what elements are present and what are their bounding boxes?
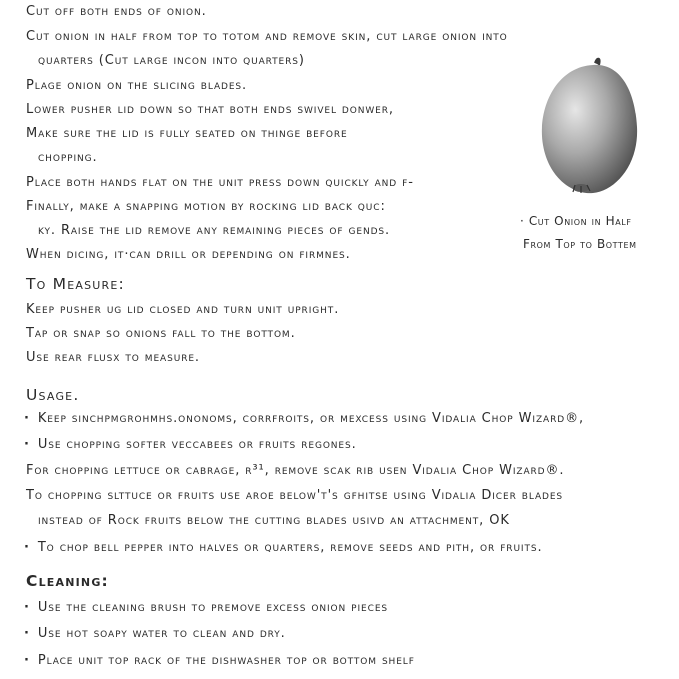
instruction-line: Lower pusher lid down so that both ends swivel donwer,	[26, 102, 394, 117]
measure-heading: To Measure:	[26, 275, 125, 293]
onion-icon	[535, 55, 645, 200]
instruction-line: ky. Raise the lid remove any remaining pieces of gends.	[38, 223, 391, 238]
instruction-line: When dicing, it·can drill or depending on firmnes.	[26, 247, 351, 262]
instruction-line: Place both hands flat on the unit press down quickly and f-	[26, 175, 414, 190]
onion-figure	[520, 55, 660, 255]
figure-caption: · Cut Onion in Half	[520, 214, 632, 228]
measure-line: Keep pusher ug lid closed and turn unit upright.	[26, 302, 340, 317]
cleaning-line: · Use the cleaning brush to premove excess onion pieces	[24, 600, 388, 616]
cleaning-heading: Cleaning:	[26, 572, 109, 590]
figure-caption: From Top to Bottem	[523, 237, 637, 251]
instruction-line: Cut onion in half from top to totom and remove skin, cut large onion into	[26, 29, 508, 44]
usage-line: instead of Rock fruits below the cutting blades usivd an attachment, OK	[38, 513, 510, 528]
instruction-line: chopping.	[38, 150, 98, 165]
usage-line: · To chop bell pepper into halves or quarters, remove seeds and pith, or fruits.	[24, 540, 543, 556]
instruction-line: quarters (Cut large incon into quarters)	[38, 53, 305, 68]
cleaning-line: · Place unit top rack of the dishwasher top or bottom shelf	[24, 653, 415, 669]
usage-line: To chopping slttuce or fruits use aroe below't's gfhitse using Vidalia Dicer blades	[26, 488, 564, 503]
instruction-line: Make sure the lid is fully seated on thinge before	[26, 126, 348, 141]
usage-line: For chopping lettuce or cabrage, r³¹, remove scak rib usen Vidalia Chop Wizard®.	[26, 463, 565, 478]
measure-line: Tap or snap so onions fall to the bottom.	[26, 326, 296, 341]
instruction-line: Finally, make a snapping motion by rocking lid back quc:	[26, 199, 386, 214]
measure-line: Use rear flusx to measure.	[26, 350, 200, 365]
usage-line: · Use chopping softer veccabees or fruits regones.	[24, 437, 357, 453]
instruction-line: Cut off both ends of onion.	[26, 4, 207, 19]
usage-heading: Usage.	[26, 386, 80, 404]
cleaning-line: · Use hot soapy water to clean and dry.	[24, 626, 286, 642]
instruction-line: Plage onion on the slicing blades.	[26, 78, 248, 93]
usage-line: · Keep sinchpmgrohmhs.ononoms, corrfroits, or mexcess using Vidalia Chop Wizard®,	[24, 411, 584, 427]
